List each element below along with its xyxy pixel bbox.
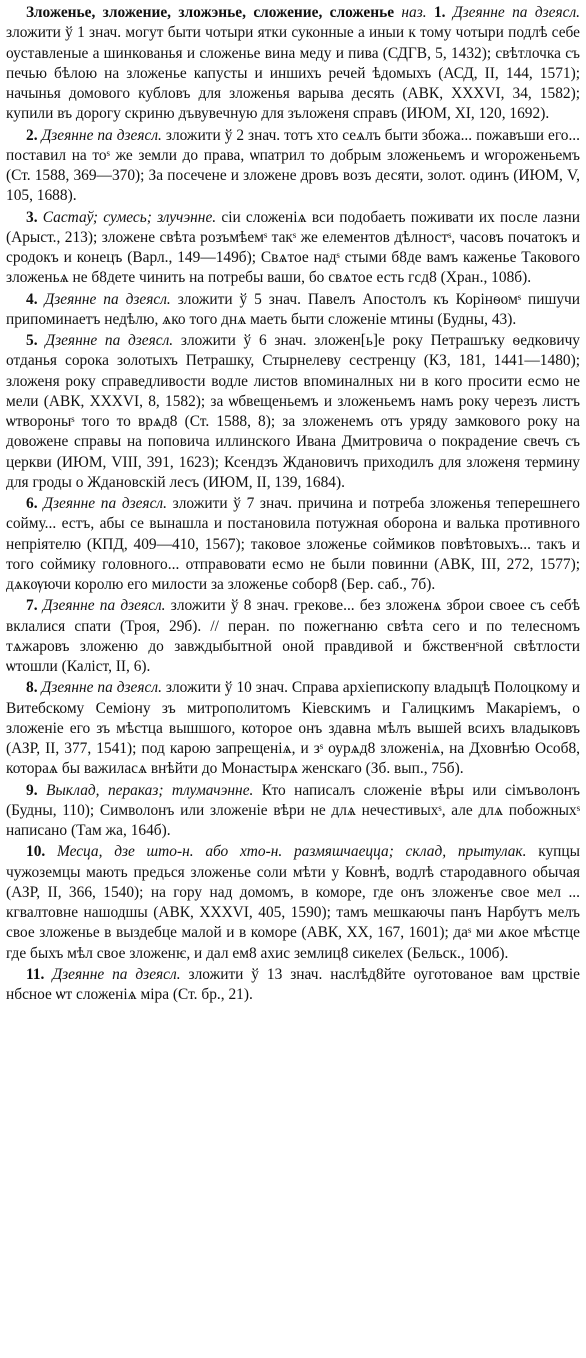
entry-sense-3 bbox=[6, 208, 580, 289]
sense-definition: Месца, дзе што-н. або хто-н. размяшчаецца; склад, прытулак. bbox=[56, 843, 527, 861]
sense-number: 10. bbox=[26, 843, 46, 861]
sense-definition: Дзеянне па дзеясл. bbox=[43, 495, 167, 512]
sense-number: 7. bbox=[26, 597, 38, 615]
sense-citations: зложити ў 6 знач. зложен[ь]е року Петрашъку ѳедковичу отданья сорока золотыхъ Петрашку, Стырнелеву сестренцу (КЗ, 181, 1441—1480); зложеня року справедливости водле листов впоминалных ни в кого просити есмо не мели (АВК, XXXVI, 8, 1582); за ѡбвещеньемъ и зложеньемъ намъ року черезъ листъ ѡтвороныˢ того то врѧд8 (Ст. 1588, 8); за зложенемъ отъ уряду замкового року на довожене справы на поповича иллинского Ивана Дмитровича о покрадение свечъ съ церкви (ИЮМ, VIII, 391, 1623); Ксендзъ Ждановичъ приходилъ для зложеня термину для гроды о Ждановскій лесъ (ИЮМ, II, 139, 1684). bbox=[6, 332, 581, 491]
entry-sense-10 bbox=[6, 842, 580, 964]
part-of-speech: наз. bbox=[401, 4, 427, 21]
sense-definition: Дзеянне па дзеясл. bbox=[42, 597, 166, 615]
sense-number: 3. bbox=[26, 208, 38, 226]
sense-definition: Дзеянне па дзеясл. bbox=[41, 679, 162, 697]
sense-number: 5. bbox=[26, 332, 38, 349]
sense-number: 11. bbox=[26, 965, 45, 983]
sense-definition: Дзеянне па дзеясл. bbox=[452, 4, 581, 21]
entry-sense-2 bbox=[6, 126, 580, 207]
sense-citations: зложити ў 10 знач. Справа архіепископу владыцѣ Полоцкому и Витебскому Семіону зъ митрополитомъ Кіевскимъ и Галицкимъ Макаріемъ, о зложеніе его зъ мѣстца вышшого, которое онъ здавна мѣлъ вышей всихъ владыковъ (АЗР, II, 377, 1541); под карою запрещеніѧ, и зˢ оурѧд8 зложеніѧ, на Дховнѣю Особ8, котораѧ бы важиласѧ внѣйти до Монастырѧ женскаго (Зб. вып., 75б). bbox=[6, 679, 580, 778]
entry-sense-1 bbox=[6, 3, 580, 125]
sense-citations: Кто написалъ сложеніе вѣры или сімъволонъ (Будны, 110); Символонъ или зложеніе вѣри не длѧ нечестивыхˢ, але длѧ побожныхˢ написано (Там жа, 164б). bbox=[6, 781, 580, 839]
sense-number: 6. bbox=[26, 495, 38, 512]
sense-definition: Дзеянне па дзеясл. bbox=[52, 965, 181, 983]
sense-definition: Выклад, пераказ; тлумачэнне. bbox=[45, 781, 254, 799]
entry-sense-9 bbox=[6, 781, 580, 842]
entry-sense-6 bbox=[6, 494, 580, 595]
sense-citations: зложити ў 2 знач. тотъ хто сеѧлъ быти збожа... пожавъши его... поставил на тоˢ же земли до права, ѡпатрил то добрым зложеньемъ и ѡгороженьемъ (Ст. 1588, 369—370); За посечене и зложене дровъ возъ десяти, золот. одинъ (ИЮМ, V, 105, 1688). bbox=[6, 126, 580, 205]
sense-citations: зложити ў 5 знач. Павелъ Апостолъ къ Корінѳомˢ пишучи припоминаетъ недѣлю, ѧко того днѧ маеть быти сложеніе мтины (Будны, 43). bbox=[6, 290, 580, 328]
sense-citations: зложити ў 13 знач. наслѣд8йте оуготованое вам црствіе нбсное ѡт сложеніѧ міра (Ст. бр., 21). bbox=[6, 965, 581, 1003]
sense-citations: сіи сложеніѧ вси подобаеть поживати их после лазни (Арыст., 213); зложене свѣта розъмѣемˢ такˢ же елементов дѣлностˢ, часовъ початокъ и сродокъ и конецъ (Варл., 149—149б); Свѧтое надˢ стыми б8де вамъ каженье Такового зложеньѧ не б8дете чинить на потребы ваши, бо свѧтое есть гсд8 (Хран., 108б). bbox=[6, 208, 580, 287]
sense-definition: Дзеянне па дзеясл. bbox=[44, 290, 171, 308]
entry-sense-11 bbox=[6, 965, 580, 1006]
sense-number: 4. bbox=[26, 290, 38, 308]
sense-citations: зложити ў 1 знач. могут быти чотыри ятки суконные а иныи к тому чотыри подлѣ себе оуставленые а шинкованья и сложенье вина меду и пива (СДГВ, 5, 1432); свѣтлочка съ печью бѣлою на зложенье капусты и иншихъ речей ѣдомыхъ (АСД, II, 144, 1571); начынья домового кубловъ для зложенья варыва десять (АВК, XXXVI, 34, 1582); купили въ дорогу скриню дъвувечную для зъложеня справъ (ИЮМ, XI, 120, 1692). bbox=[6, 24, 580, 123]
sense-citations: зложити ў 7 знач. причина и потреба зложенья теперешнего сойму... естъ, абы се вынашла и постановила потужная оборона и валька противного непріятелю (КПД, 409—410, 1567); таковое зложенье соймиков повѣтовыхъ... такъ и того соймику головного... отправовати есмо не были повинни (АВК, III, 272, 1577); дѧкѹючи королю его милости за зложенье собор8 (Бер. саб., 7б). bbox=[6, 495, 580, 593]
headword: Зложенье, зложение, зложэнье, сложение, сложенье bbox=[26, 4, 395, 21]
sense-number: 9. bbox=[26, 781, 38, 799]
sense-number: 2. bbox=[26, 126, 38, 144]
sense-citations: зложити ў 8 знач. грекове... без зложенѧ зброи своее съ себѣ вклалися спати (Троя, 29б). // перан. по пожегнаню свѣта сего и по телесномъ тѧжаровъ зложеню до завждыбытной оной правдивой и бжственˢной свѣтлости ѡтошли (Каліст, II, 6). bbox=[6, 597, 580, 675]
entry-sense-7 bbox=[6, 596, 580, 677]
sense-number: 8. bbox=[26, 679, 38, 697]
entry-sense-4 bbox=[6, 290, 580, 331]
sense-definition: Састаў; сумесь; злучэнне. bbox=[42, 208, 217, 226]
entry-sense-5 bbox=[6, 331, 580, 493]
sense-definition: Дзеянне па дзеясл. bbox=[41, 126, 162, 144]
sense-citations: купцы чужоземцы мають предься зложенье соли мѣти у Ковнѣ, водлѣ стародавного обычая (АЗР, II, 366, 1540); на гору над домомъ, в коморе, где онъ зложенъе свое мел ... кгвалтовне нашодшы (АВК, XXXVI, 405, 1590); тамъ мешкаючы панъ Нарбутъ мелъ свое зложенье в выздебце малой и в коморе (АВК, XX, 167, 1601); даˢ ми ѧкое мѣстце где быхъ мѣл свое зложенѥ, и дал ем8 ахис землиц8 сикелех (Бельск., 100б). bbox=[6, 843, 580, 962]
sense-definition: Дзеянне па дзеясл. bbox=[45, 332, 174, 349]
sense-number: 1. bbox=[433, 4, 446, 21]
entry-sense-8 bbox=[6, 678, 580, 779]
